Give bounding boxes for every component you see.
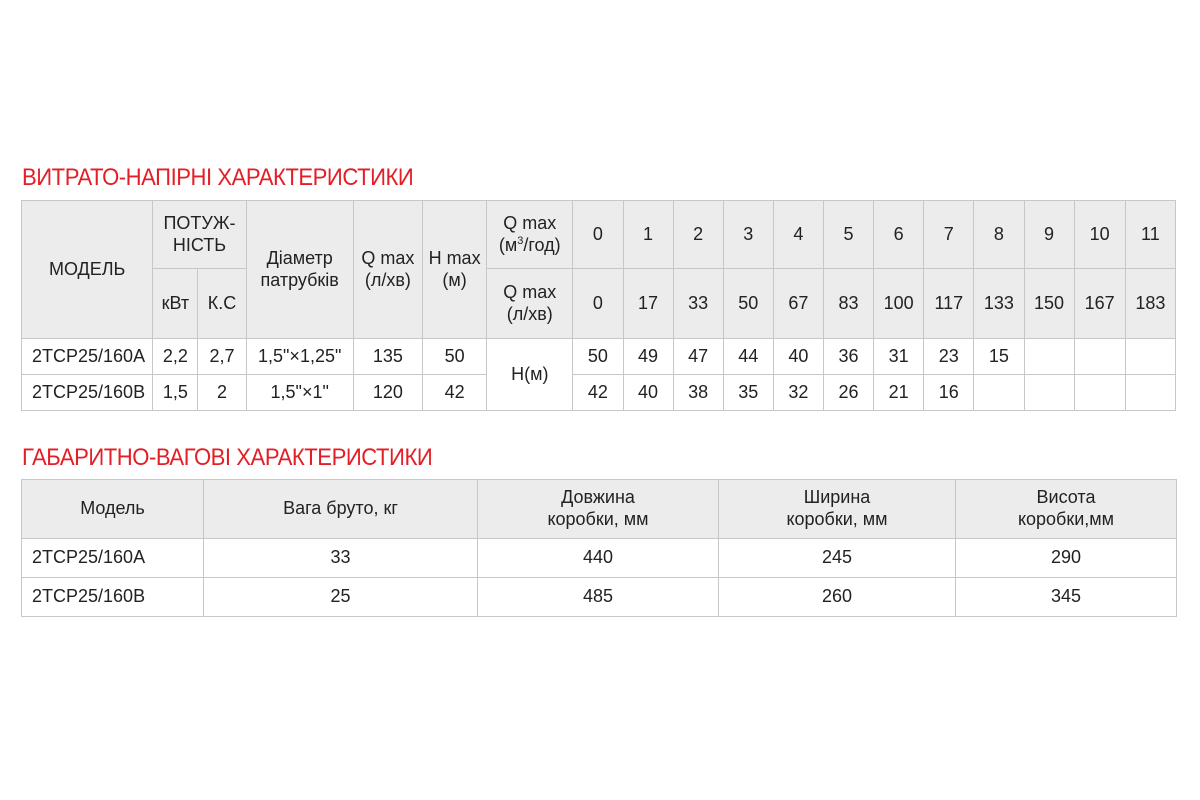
- weight-cell: 25: [204, 578, 478, 617]
- model-cell: 2TCP25/160B: [22, 578, 204, 617]
- performance-table: [21, 200, 1176, 411]
- flow-lmin-cell: 33: [673, 269, 723, 339]
- header-width: Ширина коробки, мм: [719, 480, 956, 539]
- header-qmax-m3h: Q max $(м^3/год)$: [487, 201, 573, 269]
- qmax-cell: 135: [353, 339, 422, 375]
- head-cell: 40: [623, 375, 673, 411]
- head-cell: [974, 375, 1024, 411]
- head-label-cell: H(м): [487, 339, 573, 411]
- length-cell: 485: [478, 578, 719, 617]
- header-height: Висота коробки,мм: [956, 480, 1177, 539]
- head-cell: 38: [673, 375, 723, 411]
- head-cell: 26: [824, 375, 874, 411]
- diameter-cell: 1,5"×1": [246, 375, 353, 411]
- head-cell: 21: [874, 375, 924, 411]
- table-row: [22, 339, 1176, 375]
- flow-lmin-cell: 167: [1074, 269, 1125, 339]
- header-qmax-lmin: Q max (л/хв): [353, 201, 422, 339]
- head-cell: 44: [723, 339, 773, 375]
- header-hp: К.С: [198, 269, 246, 339]
- header-qmax-lmin-2: Q max (л/хв): [487, 269, 573, 339]
- flow-m3h-cell: 10: [1074, 201, 1125, 269]
- hmax-cell: 50: [423, 339, 487, 375]
- width-cell: 260: [719, 578, 956, 617]
- hp-cell: 2: [198, 375, 246, 411]
- head-cell: [1024, 375, 1074, 411]
- header-power: ПОТУЖ- НІСТЬ: [153, 201, 246, 269]
- head-cell: 15: [974, 339, 1024, 375]
- head-cell: 47: [673, 339, 723, 375]
- flow-lmin-cell: 83: [824, 269, 874, 339]
- header-kw: кВт: [153, 269, 198, 339]
- qmax-cell: 120: [353, 375, 422, 411]
- dimensions-section-title: ГАБАРИТНО-ВАГОВІ ХАРАКТЕРИСТИКИ: [22, 444, 433, 471]
- header-model: МОДЕЛЬ: [22, 201, 153, 339]
- head-cell: 35: [723, 375, 773, 411]
- flow-m3h-cell: 4: [773, 201, 823, 269]
- kw-cell: 2,2: [153, 339, 198, 375]
- flow-lmin-cell: 50: [723, 269, 773, 339]
- flow-lmin-cell: 100: [874, 269, 924, 339]
- header-diameter: Діаметр патрубків: [246, 201, 353, 339]
- table-row: [22, 578, 1177, 617]
- model-cell: 2TCP25/160A: [22, 539, 204, 578]
- flow-m3h-cell: 9: [1024, 201, 1074, 269]
- header-length: Довжина коробки, мм: [478, 480, 719, 539]
- model-cell: 2TCP25/160A: [22, 339, 153, 375]
- flow-lmin-cell: 117: [924, 269, 974, 339]
- flow-m3h-cell: 7: [924, 201, 974, 269]
- header-hmax: H max (м): [423, 201, 487, 339]
- head-cell: [1125, 339, 1175, 375]
- header-weight: Вага бруто, кг: [204, 480, 478, 539]
- head-cell: 40: [773, 339, 823, 375]
- flow-m3h-cell: 3: [723, 201, 773, 269]
- performance-section-title: ВИТРАТО-НАПІРНІ ХАРАКТЕРИСТИКИ: [22, 164, 414, 191]
- flow-lmin-cell: 67: [773, 269, 823, 339]
- model-cell: 2TCP25/160B: [22, 375, 153, 411]
- flow-m3h-cell: 0: [573, 201, 623, 269]
- head-cell: 16: [924, 375, 974, 411]
- head-cell: 50: [573, 339, 623, 375]
- head-cell: 42: [573, 375, 623, 411]
- flow-m3h-cell: 8: [974, 201, 1024, 269]
- flow-lmin-cell: 150: [1024, 269, 1074, 339]
- flow-lmin-cell: 0: [573, 269, 623, 339]
- height-cell: 290: [956, 539, 1177, 578]
- head-cell: 23: [924, 339, 974, 375]
- hp-cell: 2,7: [198, 339, 246, 375]
- table-row: [22, 539, 1177, 578]
- flow-m3h-cell: 2: [673, 201, 723, 269]
- width-cell: 245: [719, 539, 956, 578]
- length-cell: 440: [478, 539, 719, 578]
- hmax-cell: 42: [423, 375, 487, 411]
- diameter-cell: 1,5"×1,25": [246, 339, 353, 375]
- table-row: [22, 375, 1176, 411]
- flow-lmin-cell: 183: [1125, 269, 1175, 339]
- head-cell: 32: [773, 375, 823, 411]
- head-cell: [1074, 375, 1125, 411]
- dimensions-table: [21, 479, 1177, 617]
- flow-lmin-cell: 133: [974, 269, 1024, 339]
- flow-m3h-cell: 11: [1125, 201, 1175, 269]
- head-cell: [1024, 339, 1074, 375]
- flow-m3h-cell: 6: [874, 201, 924, 269]
- header-model: Модель: [22, 480, 204, 539]
- head-cell: 36: [824, 339, 874, 375]
- head-cell: [1074, 339, 1125, 375]
- weight-cell: 33: [204, 539, 478, 578]
- head-cell: 49: [623, 339, 673, 375]
- flow-m3h-cell: 5: [824, 201, 874, 269]
- head-cell: [1125, 375, 1175, 411]
- flow-m3h-cell: 1: [623, 201, 673, 269]
- kw-cell: 1,5: [153, 375, 198, 411]
- head-cell: 31: [874, 339, 924, 375]
- height-cell: 345: [956, 578, 1177, 617]
- flow-lmin-cell: 17: [623, 269, 673, 339]
